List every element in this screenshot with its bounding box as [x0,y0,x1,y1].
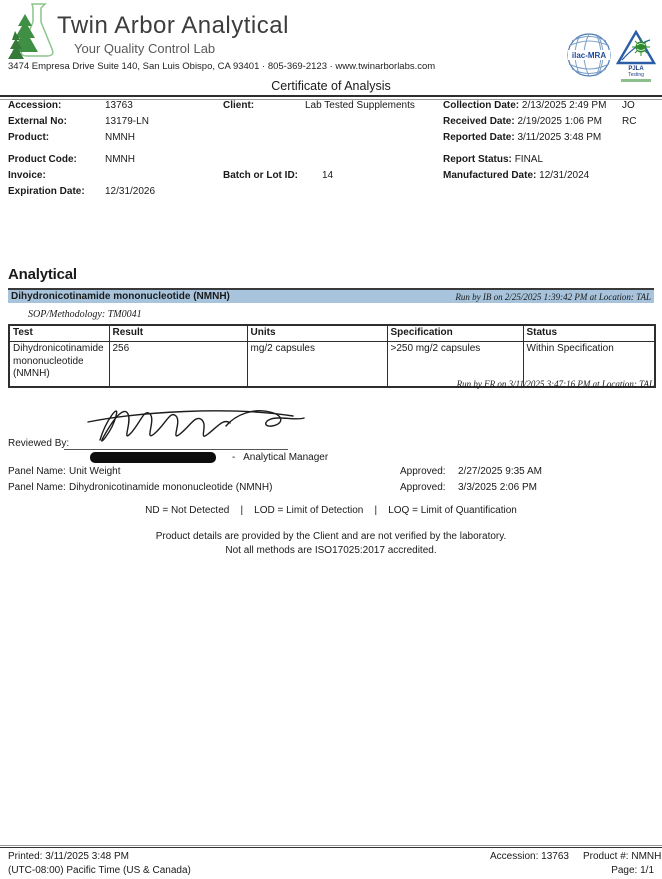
run-by-bottom: Run by FR on 3/11/2025 3:47:16 PM at Location: TAL [456,379,654,389]
lab-address: 3474 Empresa Drive Suite 140, San Luis Obispo, CA 93401 · 805-369-2123 · www.twinarborlabs.com [8,61,436,72]
col-header-result: Result [109,325,247,342]
reviewed-by-label: Reviewed By: [8,438,70,449]
abbreviation-legend: ND = Not Detected | LOD = Limit of Detection | LOQ = Limit of Quantification [145,505,517,516]
pjla-sub-text: Testing [628,71,644,78]
ilac-mra-text: ilac-MRA [571,51,607,60]
ilac-mra-globe-icon [566,32,612,78]
col-header-test: Test [9,325,109,342]
manufactured-date-label: Manufactured Date: [443,170,537,181]
external-no-value: 13179-LN [105,116,149,127]
product-code-label: Product Code: [8,154,77,165]
report-status-value: FINAL [514,154,544,165]
cell-result: 256 [109,342,247,388]
signature-line [64,436,288,450]
disclaimer-line-1: Product details are provided by the Client and are not verified by the laboratory. [155,531,507,542]
analyte-banner-title: Dihydronicotinamide mononucleotide (NMNH) [11,291,230,302]
product-code-value: NMNH [105,154,135,165]
expiration-date-value: 12/31/2026 [105,186,156,197]
approved-label-1: Approved: [400,466,446,477]
external-no-label: External No: [8,116,67,127]
company-name: Twin Arbor Analytical [57,12,289,39]
redacted-name-bar [90,452,216,463]
approved-value-2: 3/3/2025 2:06 PM [458,482,537,493]
panel-name-label-2: Panel Name: [8,482,66,493]
product-label: Product: [8,132,50,143]
approved-value-1: 2/27/2025 9:35 AM [458,466,542,477]
footer-accession: Accession: 13763 [490,851,569,862]
reported-date-label: Reported Date: [443,132,515,143]
pjla-logo [616,30,656,82]
cell-status: Within Specification [523,342,655,388]
footer-printed: Printed: 3/11/2025 3:48 PM [8,851,130,862]
received-initials: RC [622,116,637,127]
company-tagline: Your Quality Control Lab [74,41,216,56]
collection-initials: JO [622,100,635,111]
invoice-label: Invoice: [8,170,46,181]
pjla-text: PJLA [628,66,644,72]
ilac-mra-logo [566,32,612,78]
report-status-label: Report Status: [443,154,512,165]
approved-label-2: Approved: [400,482,446,493]
footer-divider [0,845,662,848]
collection-date-label: Collection Date: [443,100,520,111]
col-header-status: Status [523,325,655,342]
client-label: Client: [223,100,255,111]
cell-specification: >250 mg/2 capsules [387,342,523,388]
expiration-date-label: Expiration Date: [8,186,85,197]
lab-logo [6,1,62,61]
panel-name-value-1: Unit Weight [69,466,121,477]
cell-units: mg/2 capsules [247,342,387,388]
analytical-section-title: Analytical [8,266,77,283]
product-value: NMNH [105,132,135,143]
disclaimer-line-2: Not all methods are ISO17025:2017 accredited. [225,545,437,556]
batch-lot-label: Batch or Lot ID: [223,170,298,181]
received-date-value: 2/19/2025 1:06 PM [517,116,602,127]
panel-name-value-2: Dihydronicotinamide mononucleotide (NMNH) [69,482,273,493]
panel-name-label-1: Panel Name: [8,466,66,477]
results-header-row [9,325,655,342]
footer-timezone: (UTC-08:00) Pacific Time (US & Canada) [8,865,191,876]
col-header-specification: Specification [387,325,523,342]
col-header-units: Units [247,325,387,342]
footer-product: Product #: NMNH [583,851,662,862]
document-title: Certificate of Analysis [271,79,391,93]
pjla-triangle-icon [616,30,656,66]
sop-methodology: SOP/Methodology: TM0041 [28,309,142,320]
flask-and-pines-icon [6,1,62,61]
received-date-label: Received Date: [443,116,515,127]
footer-page: Page: 1/1 [611,865,654,876]
accession-label: Accession: [8,100,62,111]
batch-lot-value: 14 [322,170,334,181]
client-value: Lab Tested Supplements [305,100,415,111]
analyte-run-by-top: Run by IB on 2/25/2025 1:39:42 PM at Location: TAL [455,291,651,302]
reported-date-value: 3/11/2025 3:48 PM [517,132,602,143]
cell-test: Dihydronicotinamide mononucleotide (NMNH) [9,342,109,388]
accession-value: 13763 [105,100,133,111]
analyte-banner [8,288,654,303]
collection-date-value: 2/13/2025 2:49 PM [521,100,607,111]
manufactured-date-value: 12/31/2024 [539,170,590,181]
reviewer-title: - Analytical Manager [232,452,329,463]
